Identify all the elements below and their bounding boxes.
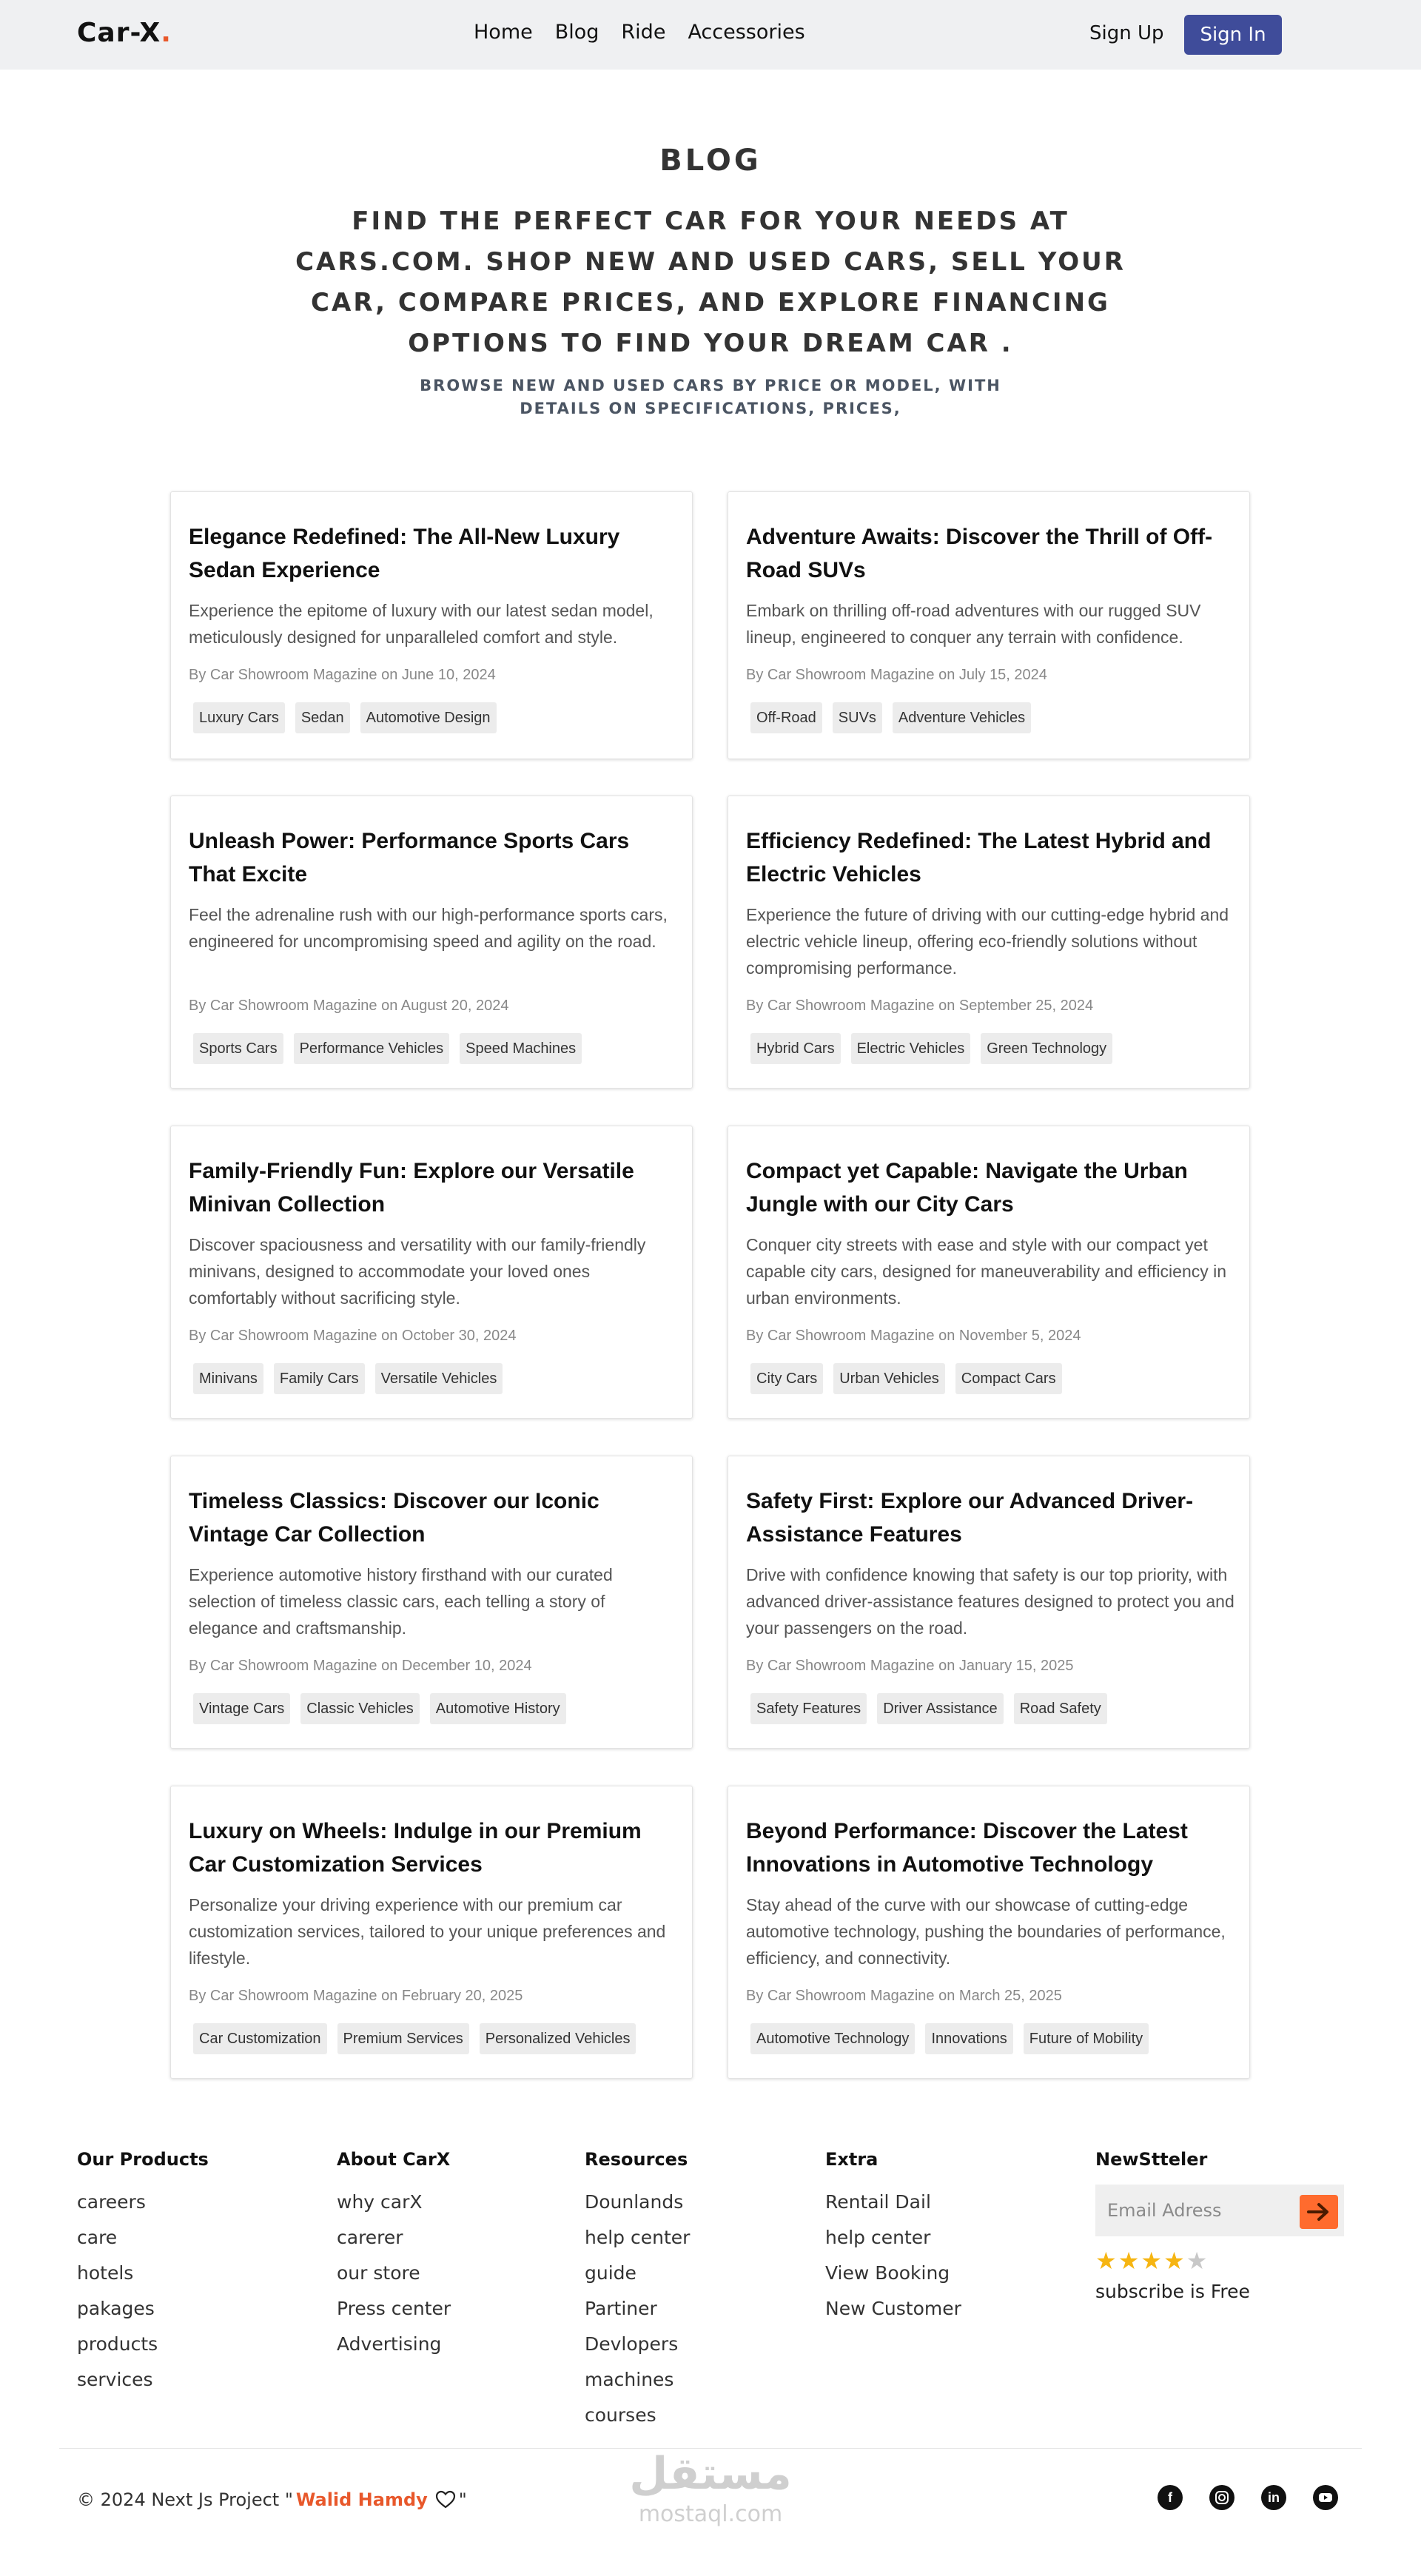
page-title: BLOG	[659, 144, 762, 178]
copyright-suffix: "	[458, 2489, 467, 2510]
tag-chip[interactable]: Personalized Vehicles	[480, 2023, 636, 2054]
facebook-icon[interactable]: f	[1158, 2485, 1183, 2510]
blog-card-title[interactable]: Beyond Performance: Discover the Latest Innovations in Automotive Technology	[746, 1819, 1188, 1877]
footer-link[interactable]: Advertising	[337, 2333, 442, 2355]
copyright	[77, 2489, 467, 2510]
navbar	[0, 0, 1421, 70]
footer-link[interactable]: carerer	[337, 2227, 403, 2248]
footer-column-resources	[585, 2149, 690, 2433]
blog-card-meta: By Car Showroom Magazine on March 25, 2025	[746, 1988, 1062, 2004]
tag-chip[interactable]: Vintage Cars	[193, 1693, 290, 1724]
star-filled-icon: ★	[1141, 2247, 1164, 2275]
tag-chip[interactable]: Versatile Vehicles	[375, 1363, 503, 1394]
blog-card-meta: By Car Showroom Magazine on September 25, 2024	[746, 998, 1094, 1014]
heart-icon	[435, 2490, 456, 2509]
footer-link[interactable]: Devlopers	[585, 2333, 679, 2355]
blog-card-meta: By Car Showroom Magazine on January 15, 2025	[746, 1658, 1074, 1674]
arrow-right-icon	[1307, 2202, 1331, 2222]
blog-card-description: Embark on thrilling off-road adventures with our rugged SUV lineup, engineered to conquer any terrain with confidence.	[746, 601, 1201, 647]
copyright-author[interactable]: Walid Hamdy	[295, 2489, 428, 2510]
tag-chip[interactable]: Performance Vehicles	[294, 1033, 450, 1064]
blog-card-title[interactable]: Unleash Power: Performance Sports Cars That Excite	[189, 829, 630, 887]
footer-column-products	[77, 2149, 209, 2398]
email-box	[1095, 2185, 1344, 2236]
footer-link[interactable]: View Booking	[825, 2262, 950, 2284]
sign-up-link[interactable]: Sign Up	[1089, 22, 1164, 44]
blog-card-description: Conquer city streets with ease and style with our compact yet capable city cars, designed for maneuverability and efficiency in urban environments.	[746, 1235, 1227, 1308]
footer-column-about	[337, 2149, 451, 2362]
blog-card[interactable]	[170, 1786, 693, 2079]
blog-card-description: Discover spaciousness and versatility with our family-friendly minivans, designed to accommodate your loved ones comfortably without sacrificing style.	[189, 1235, 646, 1308]
star-empty-icon: ★	[1186, 2247, 1209, 2275]
tag-chip[interactable]: Future of Mobility	[1024, 2023, 1149, 2054]
blog-card-title[interactable]: Safety First: Explore our Advanced Driver-Assistance Features	[746, 1489, 1194, 1547]
copyright-prefix: © 2024 Next Js Project "	[77, 2489, 293, 2510]
hero-subtitle: FIND THE PERFECT CAR FOR YOUR NEEDS AT CARS.COM. SHOP NEW AND USED CARS, SELL YOUR CAR, COMPARE PRICES, AND EXPLORE FINANCING OPTIONS TO FIND YOUR DREAM CAR .	[295, 206, 1126, 358]
blog-card-description: Experience the future of driving with our cutting-edge hybrid and electric vehicle lineup, offering eco-friendly solutions without compromising performance.	[746, 905, 1229, 978]
footer-link[interactable]: courses	[585, 2404, 656, 2426]
blog-card-title[interactable]: Adventure Awaits: Discover the Thrill of Off-Road SUVs	[746, 525, 1213, 582]
tag-chip[interactable]: Safety Features	[750, 1693, 867, 1724]
footer-column-title: Our Products	[77, 2149, 209, 2170]
blog-card-tags	[750, 702, 1031, 733]
blog-card[interactable]	[170, 491, 693, 759]
blog-card-tags	[750, 1033, 1112, 1064]
tag-chip[interactable]: Sports Cars	[193, 1033, 283, 1064]
blog-card-description: Feel the adrenaline rush with our high-performance sports cars, engineered for uncompromising speed and agility on the road.	[189, 905, 668, 951]
blog-card[interactable]	[170, 796, 693, 1089]
logo-text: Car-X	[77, 18, 161, 48]
tag-chip[interactable]: SUVs	[833, 702, 882, 733]
blog-card-tags	[750, 1693, 1107, 1724]
tag-chip[interactable]: Urban Vehicles	[833, 1363, 945, 1394]
newsletter	[1095, 2149, 1344, 2302]
watermark-english: mostaql.com	[638, 2501, 783, 2527]
footer-link[interactable]: pakages	[77, 2298, 155, 2319]
nav-links	[474, 21, 805, 44]
youtube-icon[interactable]	[1313, 2485, 1338, 2510]
blog-card[interactable]	[728, 1456, 1250, 1749]
star-filled-icon: ★	[1095, 2247, 1118, 2275]
star-filled-icon: ★	[1163, 2247, 1186, 2275]
footer-column-title: Resources	[585, 2149, 688, 2170]
footer-link[interactable]: help center	[825, 2227, 931, 2248]
footer-link[interactable]: Partiner	[585, 2298, 657, 2319]
blog-card-meta: By Car Showroom Magazine on June 10, 2024	[189, 667, 496, 683]
newsletter-title: NewStteler	[1095, 2149, 1208, 2170]
footer-link[interactable]: help center	[585, 2227, 691, 2248]
blog-card-title[interactable]: Family-Friendly Fun: Explore our Versatile Minivan Collection	[189, 1159, 634, 1217]
tag-chip[interactable]: Luxury Cars	[193, 702, 285, 733]
social-links	[1158, 2485, 1338, 2510]
footer-link[interactable]: services	[77, 2369, 153, 2390]
tag-chip[interactable]: Automotive History	[430, 1693, 566, 1724]
blog-card-description: Drive with confidence knowing that safety is our top priority, with advanced driver-assistance features designed to protect you and your passengers on the road.	[746, 1565, 1234, 1638]
tag-chip[interactable]: Car Customization	[193, 2023, 327, 2054]
blog-card-tags	[193, 2023, 636, 2054]
blog-card-description: Experience the epitome of luxury with our latest sedan model, meticulously designed for unparalleled comfort and style.	[189, 601, 654, 647]
blog-card-tags	[193, 702, 497, 733]
tag-chip[interactable]: Automotive Technology	[750, 2023, 915, 2054]
newsletter-submit-button[interactable]	[1300, 2195, 1338, 2229]
nav-link-accessories[interactable]: Accessories	[688, 21, 805, 44]
linkedin-icon[interactable]: in	[1261, 2485, 1286, 2510]
blog-card-tags	[193, 1363, 503, 1394]
blog-card-tags	[750, 2023, 1149, 2054]
footer-link[interactable]: hotels	[77, 2262, 134, 2284]
footer-column-extra	[825, 2149, 961, 2327]
blog-card-tags	[193, 1693, 566, 1724]
nav-link-ride[interactable]: Ride	[621, 21, 666, 44]
footer-link[interactable]: careers	[77, 2191, 146, 2213]
blog-card[interactable]	[170, 1456, 693, 1749]
blog-card-meta: By Car Showroom Magazine on December 10, 2024	[189, 1658, 532, 1674]
footer-link[interactable]: why carX	[337, 2191, 423, 2213]
blog-card-title[interactable]: Compact yet Capable: Navigate the Urban Jungle with our City Cars	[746, 1159, 1188, 1217]
nav-link-home[interactable]: Home	[474, 21, 533, 44]
blog-card-title[interactable]: Elegance Redefined: The All-New Luxury Sedan Experience	[189, 525, 620, 582]
tag-chip[interactable]: Driver Assistance	[877, 1693, 1004, 1724]
blog-card[interactable]	[728, 796, 1250, 1089]
tag-chip[interactable]: Premium Services	[337, 2023, 469, 2054]
blog-card-tags	[193, 1033, 582, 1064]
hero-note: BROWSE NEW AND USED CARS BY PRICE OR MODEL, WITH DETAILS ON SPECIFICATIONS, PRICES,	[420, 377, 1001, 417]
footer-link[interactable]: care	[77, 2227, 118, 2248]
footer-link[interactable]: guide	[585, 2262, 636, 2284]
blog-card[interactable]	[170, 1126, 693, 1419]
footer-link[interactable]: New Customer	[825, 2298, 961, 2319]
tag-chip[interactable]: Compact Cars	[955, 1363, 1062, 1394]
blog-card-description: Stay ahead of the curve with our showcase of cutting-edge automotive technology, pushing the boundaries of performance, efficiency, and connectivity.	[746, 1895, 1226, 1968]
tag-chip[interactable]: Sedan	[295, 702, 350, 733]
instagram-icon[interactable]	[1209, 2485, 1234, 2510]
nav-link-blog[interactable]: Blog	[554, 21, 599, 44]
blog-card-meta: By Car Showroom Magazine on November 5, 2024	[746, 1328, 1081, 1344]
tag-chip[interactable]: Classic Vehicles	[300, 1693, 420, 1724]
blog-card-meta: By Car Showroom Magazine on October 30, 2024	[189, 1328, 517, 1344]
tag-chip[interactable]: Speed Machines	[460, 1033, 582, 1064]
watermark-arabic: مستقل	[629, 2448, 792, 2500]
tag-chip[interactable]: Minivans	[193, 1363, 263, 1394]
blog-card[interactable]	[728, 1126, 1250, 1419]
footer-link[interactable]: Dounlands	[585, 2191, 684, 2213]
footer-link[interactable]: our store	[337, 2262, 420, 2284]
tag-chip[interactable]: Innovations	[925, 2023, 1012, 2054]
tag-chip[interactable]: Adventure Vehicles	[893, 702, 1031, 733]
blog-card-title[interactable]: Luxury on Wheels: Indulge in our Premium Car Customization Services	[189, 1819, 642, 1877]
email-input[interactable]	[1095, 2185, 1288, 2236]
blog-card-description: Experience automotive history firsthand with our curated selection of timeless classic cars, each telling a story of elegance and craftsmanship.	[189, 1565, 613, 1638]
blog-card-meta: By Car Showroom Magazine on July 15, 2024	[746, 667, 1047, 683]
rating-stars	[1095, 2247, 1344, 2275]
tag-chip[interactable]: Green Technology	[981, 1033, 1112, 1064]
tag-chip[interactable]: Automotive Design	[360, 702, 497, 733]
footer-column-title: Extra	[825, 2149, 879, 2170]
tag-chip[interactable]: City Cars	[750, 1363, 823, 1394]
star-filled-icon: ★	[1118, 2247, 1141, 2275]
blog-card-title[interactable]: Efficiency Redefined: The Latest Hybrid and Electric Vehicles	[746, 829, 1212, 887]
logo[interactable]	[77, 18, 172, 48]
footer-link[interactable]: products	[77, 2333, 158, 2355]
blog-card-meta: By Car Showroom Magazine on August 20, 2024	[189, 998, 509, 1014]
watermark	[622, 2448, 799, 2529]
footer-column-title: About CarX	[337, 2149, 451, 2170]
blog-card-tags	[750, 1363, 1062, 1394]
tag-chip[interactable]: Road Safety	[1014, 1693, 1107, 1724]
footer-link[interactable]: Press center	[337, 2298, 451, 2319]
blog-card[interactable]	[728, 491, 1250, 759]
footer-link[interactable]: machines	[585, 2369, 674, 2390]
blog-card-description: Personalize your driving experience with our premium car customization services, tailored to your unique preferences and lifestyle.	[189, 1895, 666, 1968]
tag-chip[interactable]: Off-Road	[750, 702, 822, 733]
tag-chip[interactable]: Electric Vehicles	[851, 1033, 971, 1064]
footer-link[interactable]: Rentail Dail	[825, 2191, 931, 2213]
blog-card[interactable]	[728, 1786, 1250, 2079]
blog-card-title[interactable]: Timeless Classics: Discover our Iconic Vintage Car Collection	[189, 1489, 599, 1547]
sign-in-button[interactable]: Sign In	[1184, 15, 1282, 55]
logo-dot: .	[161, 18, 172, 48]
subscribe-text: subscribe is Free	[1095, 2281, 1250, 2302]
blog-card-meta: By Car Showroom Magazine on February 20, 2025	[189, 1988, 523, 2004]
tag-chip[interactable]: Family Cars	[274, 1363, 365, 1394]
tag-chip[interactable]: Hybrid Cars	[750, 1033, 841, 1064]
